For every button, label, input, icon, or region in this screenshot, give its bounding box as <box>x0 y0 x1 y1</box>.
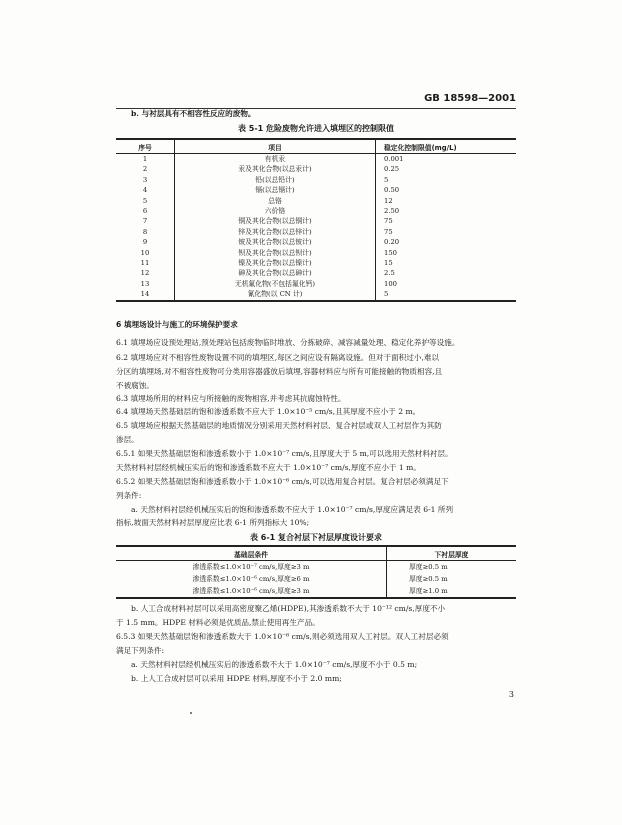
table1-cell-item: 镉(以总镉计) <box>175 185 376 195</box>
para-6-5-line1: 6.5 填埋场应根据天然基础层的地质情况分别采用天然材料衬层、复合衬层或双人工衬层作为其防 <box>116 421 442 430</box>
table1-cell-limit: 2.5 <box>384 269 395 278</box>
table2-header-thickness: 下衬层厚度 <box>387 546 517 561</box>
table1-cell-item: 无机氟化物(不包括氟化钙) <box>175 279 376 289</box>
table2-cell-thickness: 厚度≥0.5 m <box>409 563 448 571</box>
table1-cell-item: 氰化物(以 CN 计) <box>175 289 376 300</box>
table1-cell-limit: 5 <box>384 175 389 184</box>
table2-cell-thickness: 厚度≥1.0 m <box>387 585 517 598</box>
para-6-5-3-line1: 6.5.3 如果天然基础层饱和渗透系数大于 1.0×10⁻⁶ cm/s,则必须选用双人工衬层。双人工衬层必须 <box>116 632 449 641</box>
para-6-5-1-line1: 6.5.1 如果天然基础层饱和渗透系数小于 1.0×10⁻⁷ cm/s,且厚度大于 5 m,可以选用天然材料衬层。 <box>116 449 453 458</box>
table-row <box>116 289 516 300</box>
para-6-2-line3: 不被腐蚀。 <box>116 381 154 390</box>
table1-cell-item: 汞及其化合物(以总汞计) <box>175 164 376 174</box>
table-row <box>116 561 516 574</box>
table-row <box>116 573 516 585</box>
para-6-5-2-a-line1: a. 天然材料衬层经机械压实后的饱和渗透系数不应大于 1.0×10⁻⁷ cm/s,厚度应满足表 6-1 所列 <box>131 505 454 514</box>
para-6-5-3-b: b. 上人工合成衬层可以采用 HDPE 材料,厚度不小于 2.0 mm; <box>131 674 342 683</box>
table1-caption: 表 5-1 危险废物允许进入填埋区的控制限值 <box>237 124 395 133</box>
table1-cell-no: 11 <box>116 258 175 268</box>
table1-cell-limit: 0.001 <box>384 155 404 163</box>
para-6-2-line2: 分区的填埋场,对不相容性废物可分类用容器盛放后填埋,容器材料应与所有可能接触的物质相容,且 <box>116 367 443 376</box>
para-6-4: 6.4 填埋场天然基础层的饱和渗透系数不应大于 1.0×10⁻⁵ cm/s,且其厚度不应小于 2 m。 <box>116 407 421 416</box>
table1-cell-limit: 2.50 <box>384 207 400 216</box>
table1-cell-limit: 12 <box>384 196 393 205</box>
table-row <box>116 258 516 268</box>
table-row <box>116 216 516 226</box>
table1-cell-item: 铜及其化合物(以总铜计) <box>175 216 376 226</box>
table1-cell-limit: 5 <box>376 289 517 300</box>
table1-cell-item: 总铬 <box>175 196 376 206</box>
para-6-5-line2: 渗层。 <box>116 435 139 444</box>
standard-number: GB 18598—2001 <box>424 93 516 104</box>
table2 <box>116 545 516 599</box>
table1-cell-limit: 75 <box>384 227 393 236</box>
table1-header-item: 项目 <box>175 139 376 154</box>
para-6-1: 6.1 填埋场应设预处理站,预处理站包括废物临时堆放、分拣破碎、减容减量处理、稳定化养护等设施。 <box>116 338 460 347</box>
table1-cell-limit: 100 <box>384 279 397 288</box>
table1-header-row <box>116 139 516 154</box>
table1-cell-limit: 150 <box>384 248 397 257</box>
table1-cell-no: 12 <box>116 268 175 278</box>
table1-cell-no: 8 <box>116 227 175 237</box>
para-b-hdpe-line1: b. 人工合成材料衬层可以采用高密度聚乙烯(HDPE),其渗透系数不大于 10⁻¹² cm/s,厚度不小 <box>131 604 446 613</box>
table1-cell-no: 7 <box>116 216 175 226</box>
table1-header-limit: 稳定化控制限值(mg/L) <box>376 139 517 154</box>
table1-cell-item: 有机汞 <box>175 154 376 165</box>
table-row <box>116 268 516 278</box>
table-row <box>116 248 516 258</box>
table-row <box>116 175 516 185</box>
para-6-5-1-line2: 天然材料衬层经机械压实后的饱和渗透系数不应大于 1.0×10⁻⁷ cm/s,厚度不应小于 1 m。 <box>116 463 421 472</box>
table2-cell-condition: 渗透系数≤1.0×10⁻⁶ cm/s,厚度≥6 m <box>116 573 387 585</box>
table-row <box>116 237 516 247</box>
intro-item-b: b. 与衬层具有不相容性反应的废物。 <box>131 109 256 118</box>
table1-cell-item: 镍及其化合物(以总镍计) <box>175 258 376 268</box>
table1-cell-no: 6 <box>116 206 175 216</box>
table-row <box>116 185 516 195</box>
table-row <box>116 154 516 165</box>
table1-cell-item: 六价铬 <box>175 206 376 216</box>
para-6-5-2-line1: 6.5.2 如果天然基础层饱和渗透系数小于 1.0×10⁻⁶ cm/s,可以选用复合衬层。复合衬层必须满足下 <box>116 477 449 486</box>
table2-header-condition: 基础层条件 <box>116 546 387 561</box>
para-6-2-line1: 6.2 填埋场应对不相容性废物设置不同的填埋区,每区之间应设有隔离设施。但对于面积过小,难以 <box>116 353 440 362</box>
table1-cell-limit: 0.25 <box>384 165 400 174</box>
table1-cell-limit: 15 <box>384 259 393 268</box>
table2-header-row <box>116 546 516 561</box>
table1-cell-no: 13 <box>116 279 175 289</box>
para-6-5-2-line2: 列条件: <box>116 491 142 500</box>
table1-cell-item: 锌及其化合物(以总锌计) <box>175 227 376 237</box>
page-number: 3 <box>508 690 514 699</box>
table1 <box>116 138 516 302</box>
table1-cell-no: 9 <box>116 237 175 247</box>
table-row <box>116 279 516 289</box>
table2-cell-condition: 渗透系数≤1.0×10⁻⁷ cm/s,厚度≥3 m <box>116 561 387 574</box>
table1-header-no: 序号 <box>116 139 175 154</box>
table1-cell-no: 3 <box>116 175 175 185</box>
para-6-3: 6.3 填埋场所用的材料应与所接触的废物相容,并考虑其抗腐蚀特性。 <box>116 394 346 403</box>
table1-cell-no: 2 <box>116 164 175 174</box>
table1-cell-item: 铅(以总铅计) <box>175 175 376 185</box>
table1-cell-item: 砷及其化合物(以总砷计) <box>175 268 376 278</box>
table-row <box>116 164 516 174</box>
table-row <box>116 206 516 216</box>
table-row <box>116 196 516 206</box>
para-6-5-3-line2: 满足下列条件: <box>116 646 165 655</box>
table1-cell-item: 铍及其化合物(以总铍计) <box>175 237 376 247</box>
table1-cell-no: 5 <box>116 196 175 206</box>
para-b-hdpe-line2: 于 1.5 mm。HDPE 材料必须是优质品,禁止使用再生产品。 <box>116 618 320 627</box>
para-6-5-3-a: a. 天然材料衬层经机械压实后的渗透系数不大于 1.0×10⁻⁷ cm/s,厚度不小于 0.5 m; <box>131 660 418 669</box>
para-6-5-2-a-line2: 指标,坡面天然材料衬层厚度应比表 6-1 所列指标大 10%; <box>116 518 310 527</box>
table1-cell-limit: 0.20 <box>384 238 400 247</box>
table-row <box>116 227 516 237</box>
table2-cell-thickness: 厚度≥0.5 m <box>409 575 448 583</box>
table1-cell-no: 14 <box>116 289 175 300</box>
table2-caption: 表 6-1 复合衬层下衬层厚度设计要求 <box>249 533 383 542</box>
table1-cell-no: 4 <box>116 185 175 195</box>
section6-title: 6 填埋场设计与施工的环境保护要求 <box>116 320 238 329</box>
table1-cell-no: 1 <box>116 154 175 165</box>
table2-cell-condition: 渗透系数≤1.0×10⁻⁶ cm/s,厚度≥3 m <box>116 585 387 598</box>
scan-speck <box>190 712 192 714</box>
table1-cell-item: 钡及其化合物(以总钡计) <box>175 248 376 258</box>
table-row <box>116 585 516 598</box>
table1-cell-no: 10 <box>116 248 175 258</box>
table1-cell-limit: 75 <box>384 217 393 226</box>
table1-cell-limit: 0.50 <box>384 186 400 195</box>
